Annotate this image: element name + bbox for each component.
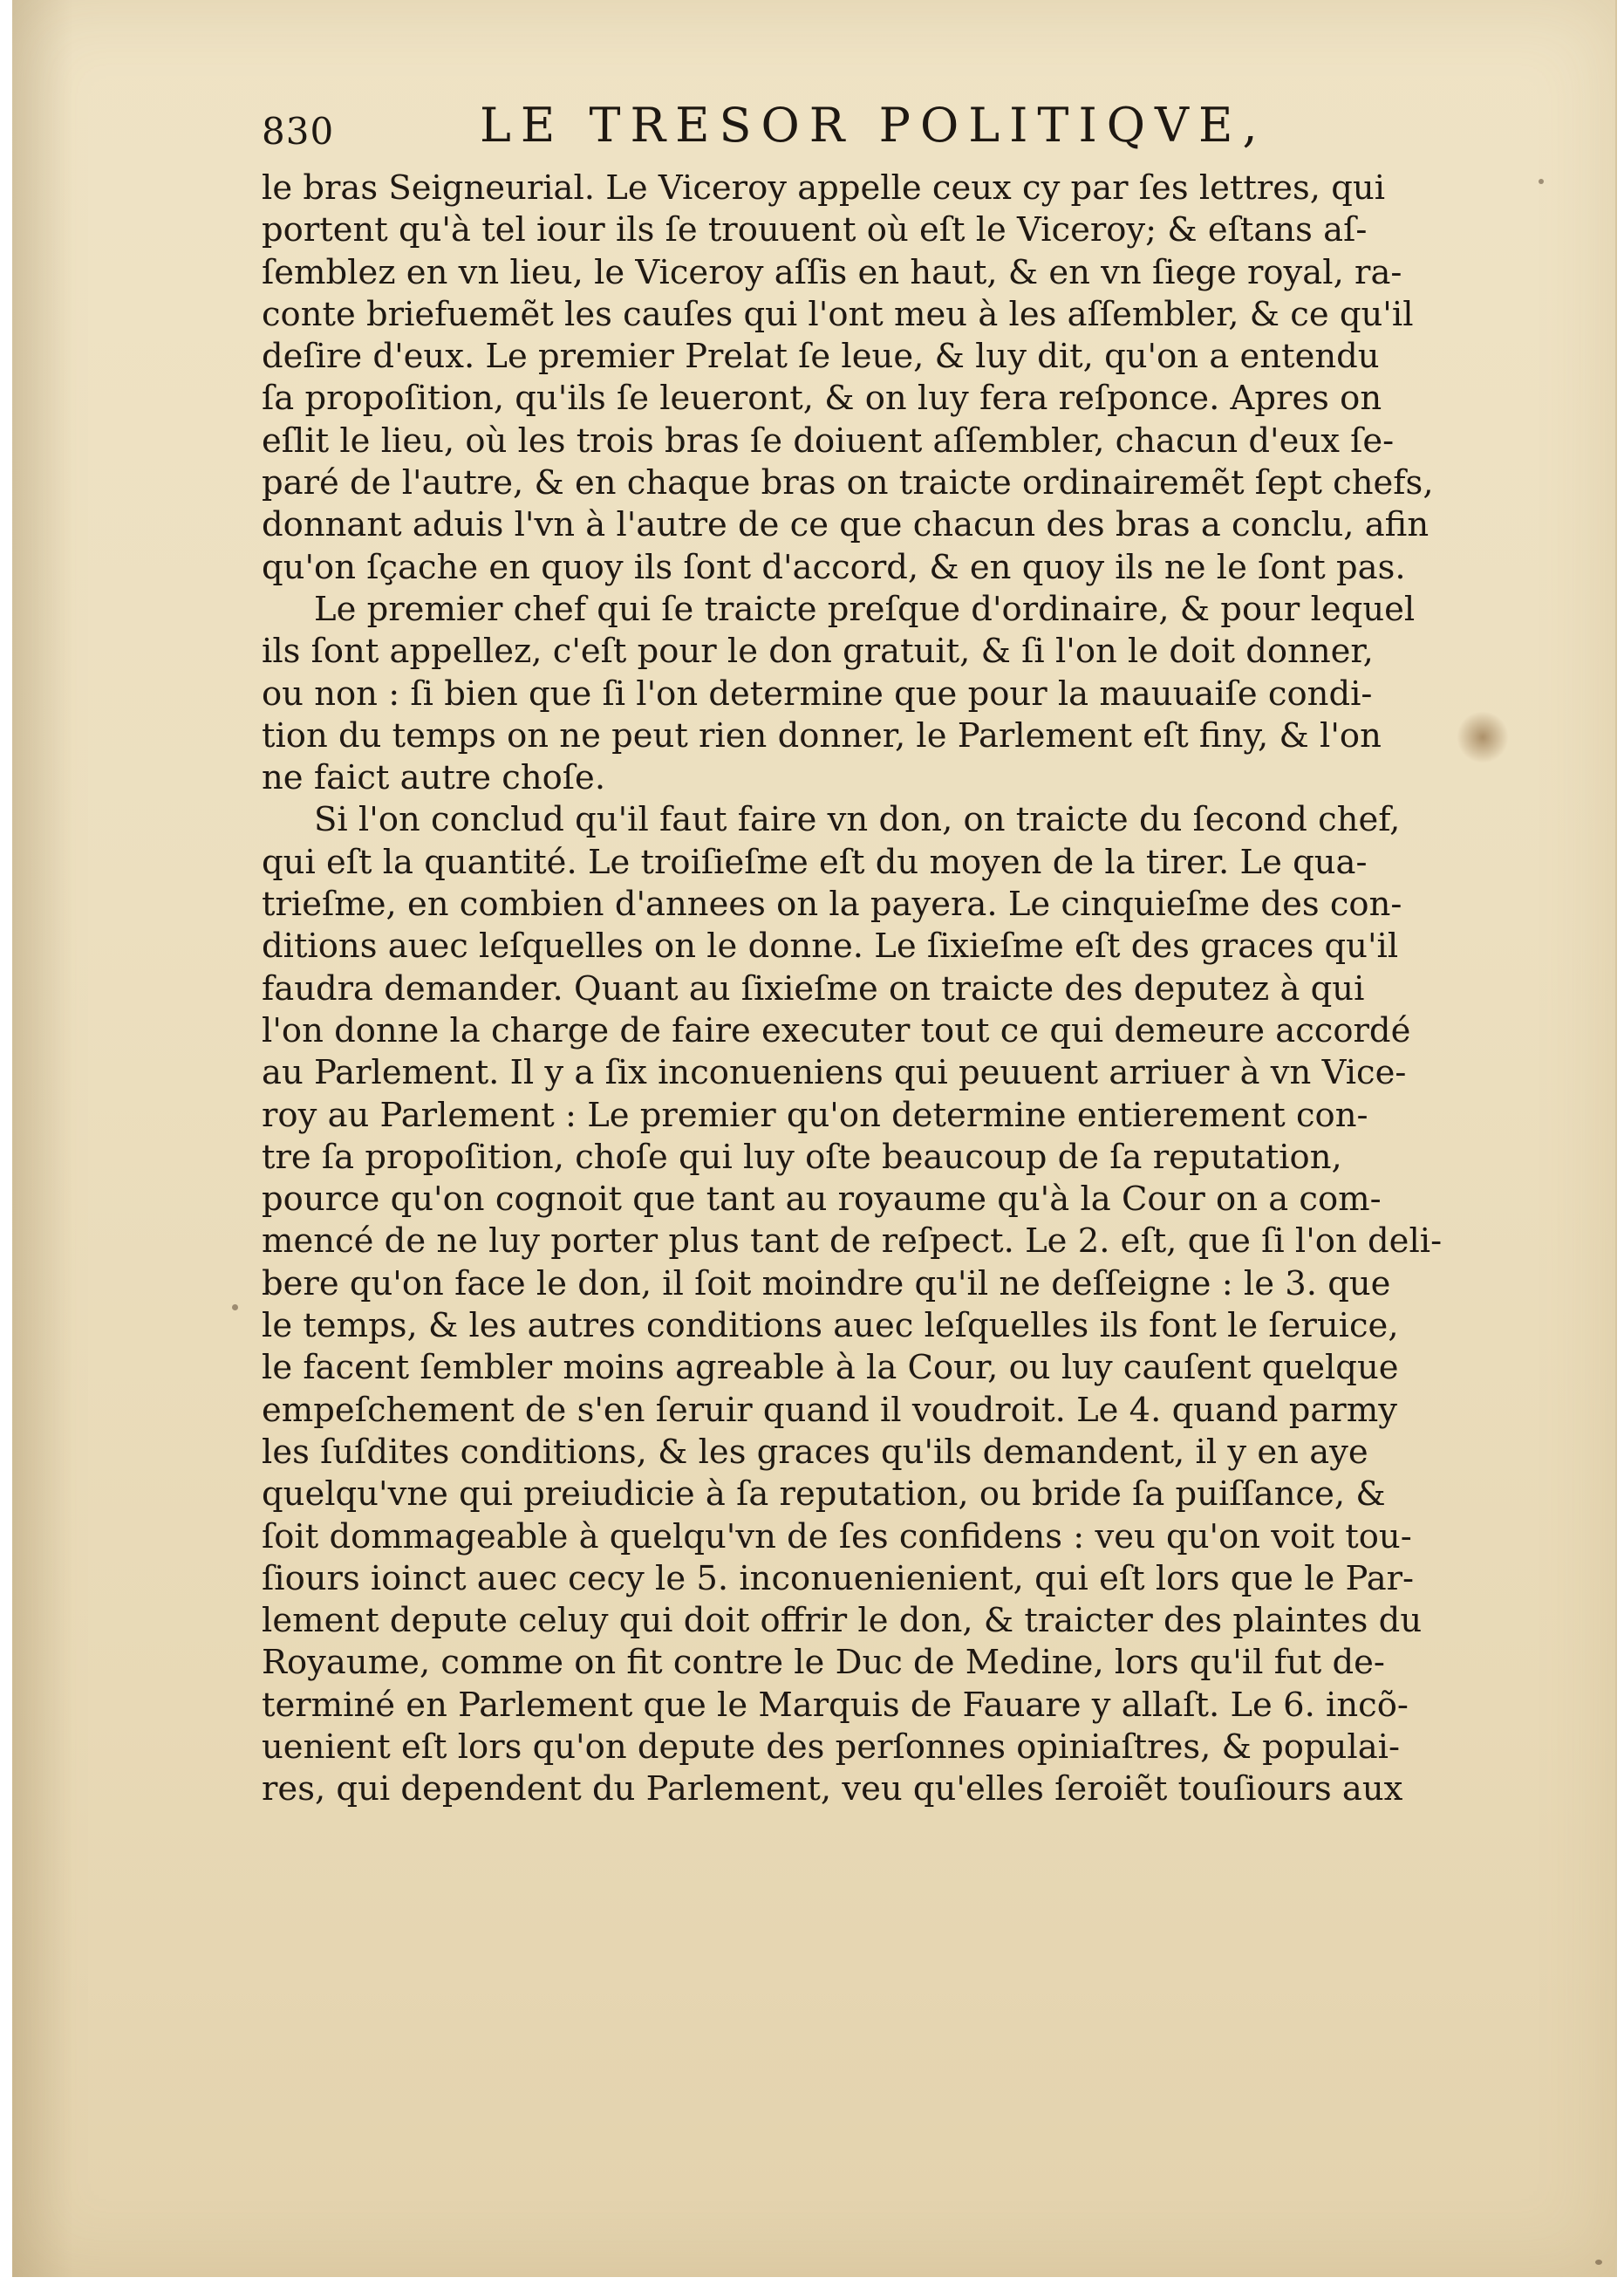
text-line: uenient eſt lors qu'on depute des perſonnes opiniaſtres, & populai- xyxy=(262,1727,1400,1767)
text-line: ſiours ioinct auec cecy le 5. inconuenienient, qui eſt lors que le Par- xyxy=(262,1558,1415,1598)
text-line: au Parlement. Il y a ſix inconueniens qui peuuent arriuer à vn Vice- xyxy=(262,1053,1407,1093)
text-line: eſlit le lieu, où les trois bras ſe doiuent aſſembler, chacun d'eux ſe- xyxy=(262,421,1395,461)
text-line: tre ſa propoſition, choſe qui luy oſte beaucoup de ſa reputation, xyxy=(262,1137,1342,1177)
text-line: Si l'on conclud qu'il faut faire vn don, on traicte du ſecond chef, xyxy=(314,800,1401,840)
text-line: Royaume, comme on fit contre le Duc de Medine, lors qu'il fut de- xyxy=(262,1643,1385,1683)
text-line: tion du temps on ne peut rien donner, le Parlement eſt finy, & l'on xyxy=(262,715,1382,756)
text-line: deſire d'eux. Le premier Prelat ſe leue, & luy dit, qu'on a entendu xyxy=(262,337,1380,377)
text-line: le temps, & les autres conditions auec leſquelles ils font le ſeruice, xyxy=(262,1306,1399,1346)
text-line: ou non : ſi bien que ſi l'on determine que pour la mauuaiſe condi- xyxy=(262,674,1373,714)
text-line: ditions auec leſquelles on le donne. Le ſixieſme eſt des graces qu'il xyxy=(262,927,1399,967)
text-line: portent qu'à tel iour ils ſe trouuent où eſt le Viceroy; & eſtans aſ- xyxy=(262,210,1368,250)
running-head xyxy=(262,98,1395,176)
text-line: faudra demander. Quant au ſixieſme on traicte des deputez à qui xyxy=(262,968,1365,1009)
text-line: conte briefuemẽt les cauſes qui l'ont meu à les aſſembler, & ce qu'il xyxy=(262,294,1414,334)
text-line: quelqu'vne qui preiudicie à ſa reputation, ou bride ſa puiſſance, & xyxy=(262,1474,1386,1515)
text-line: roy au Parlement : Le premier qu'on determine entierement con- xyxy=(262,1095,1368,1135)
text-line: lement depute celuy qui doit offrir le don, & traicter des plaintes du xyxy=(262,1601,1423,1641)
text-line: terminé en Parlement que le Marquis de Fauare y allaſt. Le 6. incõ- xyxy=(262,1685,1409,1725)
text-line: pource qu'on cognoit que tant au royaume qu'à la Cour on a com- xyxy=(262,1180,1382,1220)
paper-speck xyxy=(1595,2260,1602,2265)
paper-speck xyxy=(232,1304,238,1310)
binding-gutter-shadow xyxy=(12,0,73,2277)
text-line: ſoit dommageable à quelqu'vn de ſes confidens : veu qu'on voit tou- xyxy=(262,1516,1412,1556)
body-text xyxy=(262,168,1465,1811)
text-line: qui eſt la quantité. Le troiſieſme eſt du moyen de la tirer. Le qua- xyxy=(262,842,1368,882)
text-line: ils ſont appellez, c'eſt pour le don gratuit, & ſi l'on le doit donner, xyxy=(262,632,1374,672)
text-line: res, qui dependent du Parlement, veu qu'elles ſeroiẽt touſiours aux xyxy=(262,1769,1403,1809)
text-line: qu'on ſçache en quoy ils ſont d'accord, & en quoy ils ne le ſont pas. xyxy=(262,547,1406,587)
text-line: Le premier chef qui ſe traicte preſque d'ordinaire, & pour lequel xyxy=(314,589,1416,629)
running-title: LE TRESOR POLITIQVE, xyxy=(480,98,1267,153)
text-line: le bras Seigneurial. Le Viceroy appelle ceux cy par ſes lettres, qui xyxy=(262,168,1386,208)
text-line: les ſuſdites conditions, & les graces qu'ils demandent, il y en aye xyxy=(262,1432,1368,1472)
text-line: empeſchement de s'en ſeruir quand il voudroit. Le 4. quand parmy xyxy=(262,1390,1397,1430)
text-line: trieſme, en combien d'annees on la payera. Le cinquieſme des con- xyxy=(262,885,1402,925)
text-line: bere qu'on face le don, il ſoit moindre qu'il ne deſſeigne : le 3. que xyxy=(262,1263,1391,1303)
text-line: paré de l'autre, & en chaque bras on traicte ordinairemẽt ſept chefs, xyxy=(262,463,1434,503)
text-line: ſa propoſition, qu'ils ſe leueront, & on luy fera reſponce. Apres on xyxy=(262,379,1382,419)
text-line: donnant aduis l'vn à l'autre de ce que chacun des bras a conclu, afin xyxy=(262,505,1430,545)
text-line: l'on donne la charge de faire executer tout ce qui demeure accordé xyxy=(262,1010,1411,1050)
paper-speck xyxy=(1539,179,1544,184)
text-line: ne faict autre choſe. xyxy=(262,758,606,798)
text-line: le facent ſembler moins agreable à la Cour, ou luy cauſent quelque xyxy=(262,1348,1399,1388)
text-line: ſemblez en vn lieu, le Viceroy aſſis en haut, & en vn ſiege royal, ra- xyxy=(262,252,1402,292)
page-number: 830 xyxy=(262,110,335,153)
text-line: mencé de ne luy porter plus tant de reſpect. Le 2. eſt, que ſi l'on deli- xyxy=(262,1221,1443,1262)
